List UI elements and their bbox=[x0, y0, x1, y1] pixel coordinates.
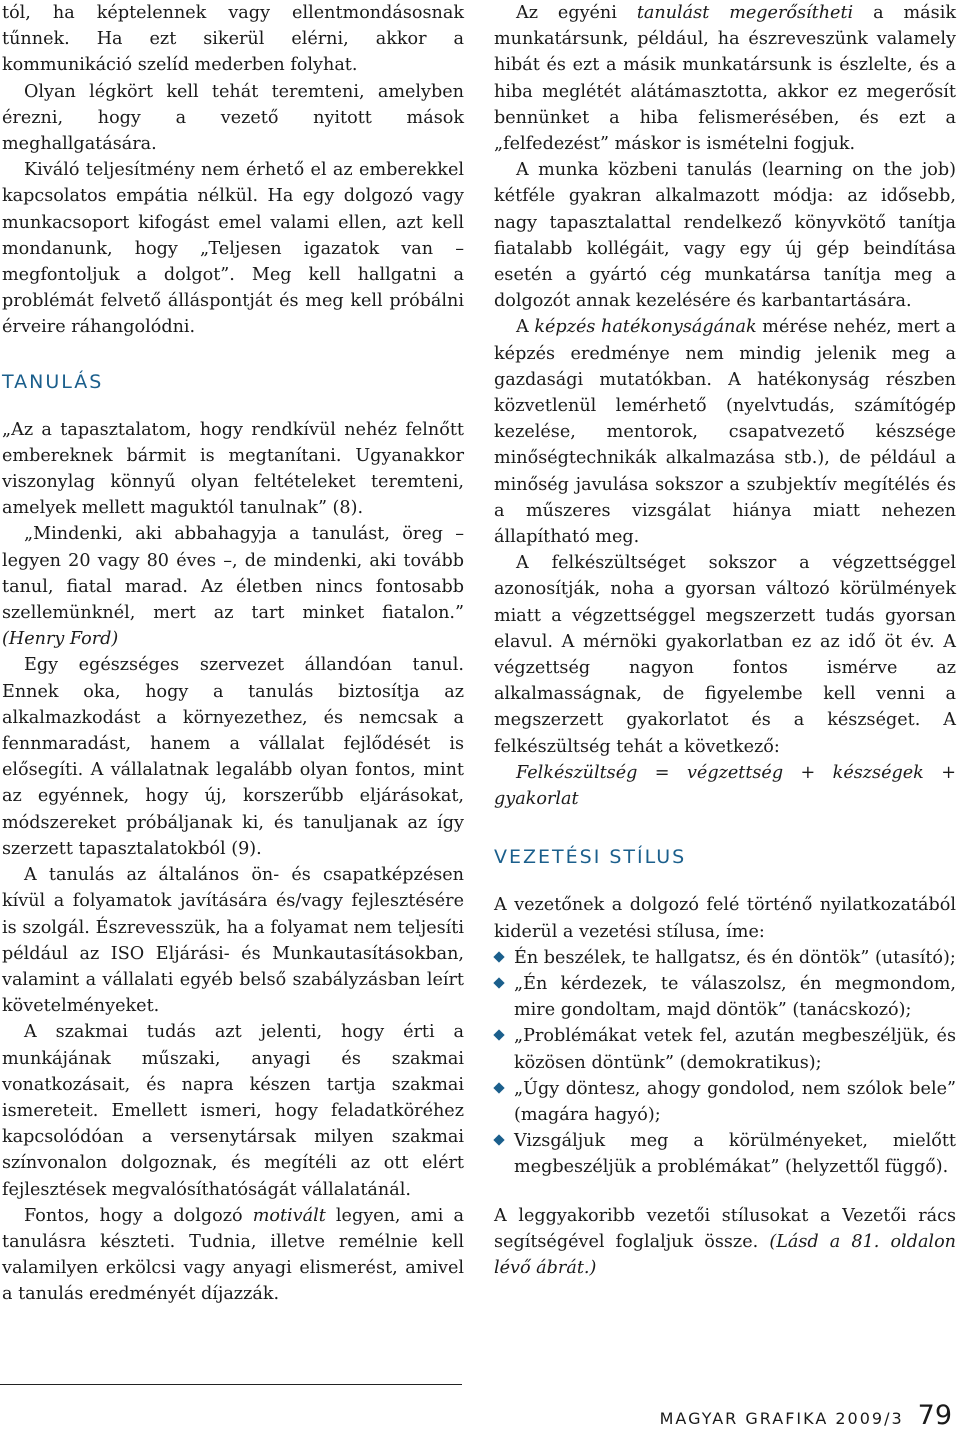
magazine-issue: MAGYAR GRAFIKA 2009/3 bbox=[659, 1409, 904, 1428]
paragraph: tól, ha képtelennek vagy ellentmondásosnak tűnnek. Ha ezt sikerül elérni, akkor a kommunikáció szelíd mederben folyhat. bbox=[2, 3, 464, 76]
page-footer bbox=[660, 1400, 952, 1431]
emphasis: tanulást megerősítheti bbox=[636, 3, 854, 23]
diamond-bullet-icon bbox=[493, 1082, 504, 1093]
list-item bbox=[494, 1023, 956, 1075]
emphasis: (Lásd a 81. oldalon lévő ábrát.) bbox=[494, 1231, 956, 1278]
text-run: a másik munkatársunk, például, ha észreveszünk valamely hibát és ezt a másik munkatársunk is észlelte, és a hiba meglétét alátámasztotta, akkor ez megerősít bennünket a hiba felismerésében, és ezt a „felfedezést” máskor is ismételni fogjuk. bbox=[494, 3, 956, 155]
list-item-text: „Én kérdezek, te válaszolsz, én megmondom, mire gondoltam, majd döntök” (tanácskozó); bbox=[514, 973, 956, 1021]
paragraph: A szakmai tudás azt jelenti, hogy érti a munkájának műszaki, anyagi és szakmai vonatkozásait, és napra készen tartja szakmai ismereteit. Emellett ismeri, hogy feladatköréhez kapcsolódóan a versenytársak milyen szakmai színvonalon dolgoznak, és megítéli az ott elért fejlesztések megvalósíthatóságát vállalatánál. bbox=[2, 1022, 464, 1200]
list-item-text: Vizsgáljuk meg a körülményeket, mielőtt megbeszéljük a problémákat” (helyzettől függő). bbox=[514, 1131, 956, 1178]
text-run: mérése nehéz, mert a képzés eredménye nem mindig jelenik meg a gazdasági mutatókban. A hatékonyság részben közvetlenül lemérhető (nyelvtudás, számítógép kezelése, mentorok, csapatvezető készsége minőségtechnikák alkalmazása stb.), de például a minőség javulása sokszor a szubjektív megítélés és a műszeres vizsgálat hiánya miatt nehezen állapítható meg. bbox=[494, 317, 956, 548]
text-run: A leggyakoribb vezetői stílusokat a Vezetői rács segítségével foglaljuk össze. bbox=[494, 1205, 956, 1252]
emphasis: képzés hatékonyságának bbox=[534, 317, 757, 338]
text-run: legyen, ami a tanulásra készteti. Tudnia, illetve remélnie kell valamilyen erkölcsi vagy anyagi elismerést, amivel a tanulás eredményét díjazzák. bbox=[2, 1205, 464, 1305]
paragraph bbox=[494, 0, 956, 157]
list-item-text: „Úgy döntesz, ahogy gondolod, nem szólok bele” (magára hagyó); bbox=[514, 1078, 956, 1125]
diamond-bullet-icon bbox=[493, 1134, 504, 1145]
section-heading-tanulas: TANULÁS bbox=[2, 370, 104, 393]
footer-rule bbox=[0, 1384, 462, 1385]
list-item-text: Én beszélek, te hallgatsz, és én döntök” (utasító); bbox=[514, 947, 956, 968]
paragraph bbox=[494, 314, 956, 550]
paragraph: A vezetőnek a dolgozó felé történő nyilatkozatából kiderül a vezetési stílusa, íme: bbox=[494, 895, 956, 942]
quote-paragraph bbox=[2, 521, 464, 652]
emphasis: motivált bbox=[252, 1205, 336, 1226]
text-run: A bbox=[516, 317, 535, 338]
paragraph bbox=[2, 1203, 464, 1308]
quote-text: „Mindenki, aki abbahagyja a tanulást, öreg – legyen 20 vagy 80 éves –, de mindenki, aki tovább tanul, fiatal marad. Az életben nincs fontosabb szellemünknél, mert az tart minket fiatalon.” bbox=[2, 524, 464, 624]
spacer bbox=[494, 1181, 956, 1203]
paragraph: Olyan légkört kell tehát teremteni, amelyben érezni, hogy a vezető nyitott mások meghallgatására. bbox=[2, 81, 464, 155]
formula: Felkészültség = végzettség + készségek + gyakorlat bbox=[494, 762, 956, 810]
quote-paragraph: „Az a tapasztalatom, hogy rendkívül nehéz felnőtt embereknek bármit is megtanítani. Ugyanakkor viszonylag könnyű olyan feltételeket teremteni, amelyek mellett maguktól tanulnak” (8). bbox=[2, 419, 464, 519]
left-column bbox=[2, 0, 464, 1308]
paragraph: A munka közbeni tanulás (learning on the job) kétféle gyakran alkalmazott módja: az idősebb, nagy tapasztalattal rendelkező könyvkötő tanítja fiatalabb kollégáit, vagy egy új gép beindítása esetén a gyártó cég munkatársa tanítja meg a dolgozót annak kezelésére és karbantartására. bbox=[494, 160, 956, 312]
list-item bbox=[494, 1128, 956, 1180]
diamond-bullet-icon bbox=[493, 977, 504, 988]
list-item bbox=[494, 945, 956, 971]
section-heading-vezetesi-stilus: VEZETÉSI STÍLUS bbox=[494, 846, 687, 869]
right-column bbox=[494, 0, 956, 1281]
paragraph: Egy egészséges szervezet állandóan tanul. Ennek oka, hogy a tanulás biztosítja az alkalmazkodást a környezethez, és nemcsak a fennmaradást, hanem a vállalat fejlődését is elősegíti. A vállalatnak legalább olyan fontos, mint az egyénnek, hogy új, korszerűbb eljárásokat, módszereket próbáljanak ki, és tanuljanak az így szerzett tapasztalatokból (9). bbox=[2, 655, 464, 859]
text-run: Az egyéni bbox=[516, 3, 637, 23]
list-item-text: „Problémákat vetek fel, azután megbeszéljük, és közösen döntünk” (demokratikus); bbox=[514, 1026, 956, 1073]
diamond-bullet-icon bbox=[493, 951, 504, 962]
paragraph: Kiváló teljesítmény nem érhető el az emberekkel kapcsolatos empátia nélkül. Ha egy dolgozó vagy munkacsoport kifogást emel valami ellen, azt kell mondanunk, hogy „Teljesen igazatok van – megfontoljuk a dolgot”. Meg kell hallgatni a problémát felvető álláspontját és meg kell próbálni érveire ráhangolódni. bbox=[2, 160, 464, 338]
text-run: Fontos, hogy a dolgozó bbox=[24, 1205, 253, 1226]
list-item bbox=[494, 971, 956, 1023]
paragraph: A tanulás az általános ön- és csapatképzésen kívül a folyamatok javítására és/vagy fejlesztésére is szolgál. Észrevesszük, ha a folyamat nem teljesíti például az ISO Eljárási- és Munkautasításokban, valamint a vállalati egyéb belső szabályzásban leírt követelményeket. bbox=[2, 865, 464, 1017]
list-item bbox=[494, 1076, 956, 1128]
paragraph bbox=[494, 1203, 956, 1282]
page-number: 79 bbox=[917, 1400, 952, 1431]
quote-attribution: (Henry Ford) bbox=[2, 629, 119, 650]
leadership-style-list bbox=[494, 945, 956, 1181]
diamond-bullet-icon bbox=[493, 1030, 504, 1041]
paragraph: A felkészültséget sokszor a végzettséggel azonosítják, noha a gyorsan változó körülmények miatt a végzettséggel megszerzett tudás gyorsan elavul. A mérnöki gyakorlatban ez az idő öt év. A végzettség nagyon fontos ismérve az alkalmasságnak, de figyelembe kell venni a megszerzett gyakorlatot és a készséget. A felkészültség tehát a következő: bbox=[494, 553, 956, 757]
